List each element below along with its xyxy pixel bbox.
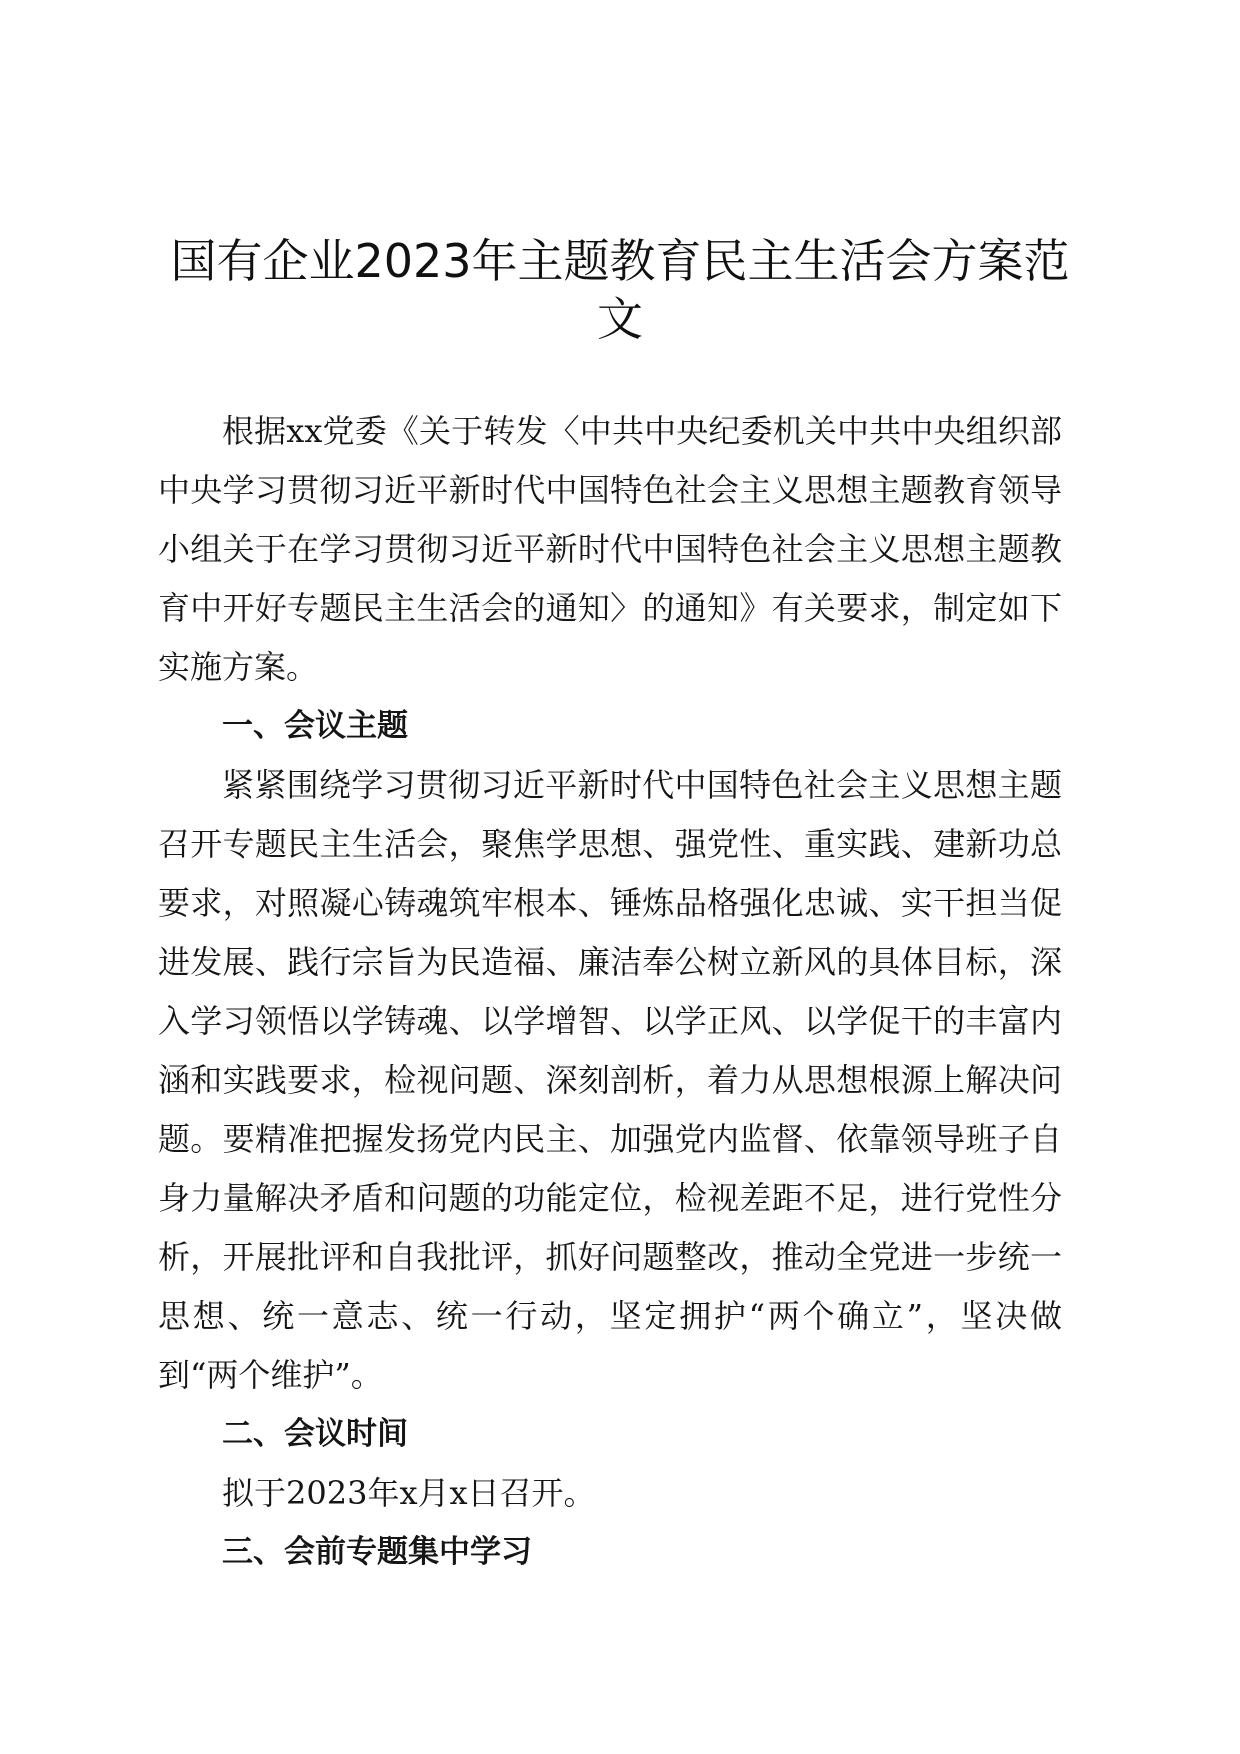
document-body — [158, 402, 1062, 1582]
section-body-meeting-theme: 紧紧围绕学习贯彻习近平新时代中国特色社会主义思想主题召开专题民主生活会，聚焦学思想、强党性、重实践、建新功总要求，对照凝心铸魂筑牢根本、锤炼品格强化忠诚、实干担当促进发展、践行宗旨为民造福、廉洁奉公树立新风的具体目标，深入学习领悟以学铸魂、以学增智、以学正风、以学促干的丰富内涵和实践要求，检视问题、深刻剖析，着力从思想根源上解决问题。要精准把握发扬党内民主、加强党内监督、依靠领导班子自身力量解决矛盾和问题的功能定位，检视差距不足，进行党性分析，开展批评和自我批评，抓好问题整改，推动全党进一步统一思想、统一意志、统一行动，坚定拥护“两个确立”，坚决做到“两个维护”。 — [158, 766, 1062, 1394]
intro-paragraph: 根据xx党委《关于转发〈中共中央纪委机关中共中央组织部中央学习贯彻习近平新时代中国特色社会主义思想主题教育领导小组关于在学习贯彻习近平新时代中国特色社会主义思想主题教育中开好专题民主生活会的通知〉的通知》有关要求，制定如下实施方案。 — [158, 412, 1062, 686]
document-title: 国有企业2023年主题教育民主生活会方案范文 — [170, 234, 1070, 346]
section-heading-meeting-theme: 一、会议主题 — [222, 708, 408, 744]
section-heading-meeting-time: 二、会议时间 — [222, 1416, 408, 1452]
section-heading-pre-meeting-study: 三、会前专题集中学习 — [222, 1534, 532, 1570]
section-body-meeting-time: 拟于2023年x月x日召开。 — [222, 1474, 596, 1512]
